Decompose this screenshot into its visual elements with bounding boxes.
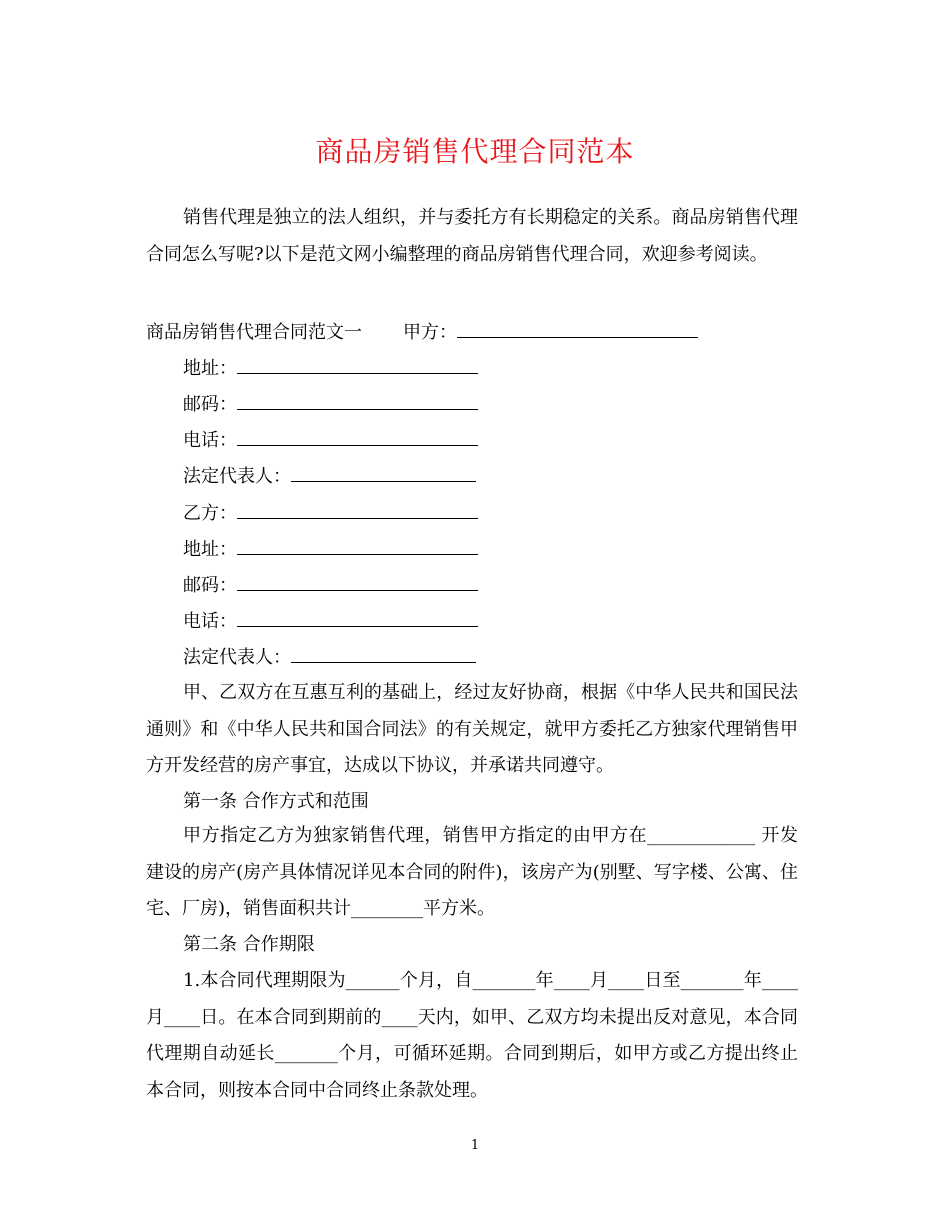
article-1-heading: 第一条 合作方式和范围 (183, 791, 369, 812)
party-b-address-label: 地址： (183, 539, 237, 560)
party-b-address-line (183, 538, 478, 561)
party-a-phone-line (183, 429, 478, 452)
party-b-phone-label: 电话： (183, 611, 237, 632)
party-a-label: 甲方： (403, 322, 457, 343)
party-a-postcode-line (183, 393, 478, 416)
article-2-text: 1.本合同代理期限为______个月，自_______年____月____日至_______年____月____日。在本合同到期前的____天内，如甲、乙双方均未提出反对意见，本合同代理期自动延长_______个月，可循环延期。合同到期后，如甲方或乙方提出终止本合同，则按本合同中合同终止条款处理。 (146, 970, 798, 1101)
party-b-legal-rep-blank (291, 646, 476, 663)
document-title: 商品房销售代理合同范本 (315, 135, 635, 168)
preamble-paragraph: 甲、乙双方在互惠互利的基础上，经过友好协商，根据《中华人民共和国民法通则》和《中华人民共和国合同法》的有关规定，就甲方委托乙方独家代理销售甲方开发经营的房产事宜，达成以下协议，并承诺共同遵守。 (146, 682, 798, 776)
intro-paragraph: 销售代理是独立的法人组织，并与委托方有长期稳定的关系。商品房销售代理合同怎么写呢?以下是范文网小编整理的商品房销售代理合同，欢迎参考阅读。 (146, 207, 798, 265)
party-a-phone-label: 电话： (183, 430, 237, 451)
sample-heading: 商品房销售代理合同范文一 (146, 322, 362, 343)
party-b-legal-rep-line (183, 646, 476, 669)
article-1-text: 甲方指定乙方为独家销售代理，销售甲方指定的由甲方在____________ 开发建设的房产(房产具体情况详见本合同的附件)，该房产为(别墅、写字楼、公寓、住宅、厂房)，销售面积共计________平方米。 (146, 825, 799, 919)
party-b-legal-rep-label: 法定代表人： (183, 647, 291, 668)
party-a-legal-rep-label: 法定代表人： (183, 466, 291, 487)
party-a-address-label: 地址： (183, 358, 237, 379)
article-2-heading: 第二条 合作期限 (183, 934, 315, 955)
page-number: 1 (470, 1138, 480, 1153)
sample-heading-line (146, 321, 698, 344)
party-b-address-blank (237, 538, 478, 555)
party-a-legal-rep-blank (291, 465, 476, 482)
party-b-phone-blank (237, 610, 478, 627)
party-b-postcode-blank (237, 574, 478, 591)
party-a-postcode-blank (237, 393, 478, 410)
party-b-line (183, 502, 478, 525)
party-a-phone-blank (237, 429, 478, 446)
party-b-postcode-label: 邮码： (183, 575, 237, 596)
party-b-phone-line (183, 610, 478, 633)
party-b-blank (237, 502, 478, 519)
party-b-postcode-line (183, 574, 478, 597)
party-a-blank (457, 321, 698, 338)
party-a-address-line (183, 357, 478, 380)
party-a-address-blank (237, 357, 478, 374)
party-a-postcode-label: 邮码： (183, 394, 237, 415)
party-b-label: 乙方： (183, 503, 237, 524)
party-a-legal-rep-line (183, 465, 476, 488)
